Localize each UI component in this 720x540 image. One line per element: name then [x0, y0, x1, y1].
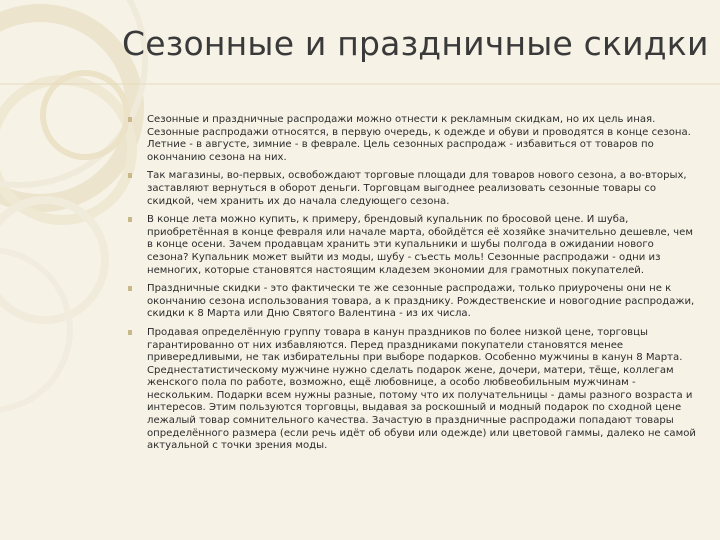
bullet-item — [128, 114, 698, 164]
bullet-item — [128, 283, 698, 321]
bullet-text: Сезонные и праздничные распродажи можно отнести к рекламным скидкам, но их цель иная. Сезонные распродажи относятся, в первую очередь, к одежде и обуви и проводятся в конце сезона. Летние - в августе, зимние - в феврале. Цель сезонных распродаж - избавиться от товаров по окончанию сезона на них. — [147, 114, 691, 163]
bullet-text: В конце лета можно купить, к примеру, брендовый купальник по бросовой цене. И шуба, приобретённая в конце февраля или начале марта, обойдётся её хозяйке значительно дешевле, чем в конце осени. Зачем продавцам хранить эти купальники и шубы полгода в ожидании нового сезона? Купальник может выйти из моды, шубу - съесть моль! Сезонные распродажи - одни из немногих, которые становятся настоящим кладезем экономии для грамотных покупателей. — [147, 214, 693, 276]
bullet-icon — [128, 117, 132, 122]
bullet-icon — [128, 286, 132, 291]
bullet-item — [128, 214, 698, 277]
bullet-item — [128, 170, 698, 208]
slide-title: Сезонные и праздничные скидки — [122, 24, 709, 63]
bullet-item — [128, 327, 698, 453]
bullet-icon — [128, 330, 132, 335]
bullet-text: Так магазины, во-первых, освобождают торговые площади для товаров нового сезона, а во-вторых, заставляют вернуться в оборот деньги. Торговцам выгоднее реализовать сезонные товары со скидкой, чем хранить их до начала следующего сезона. — [147, 170, 687, 207]
bullet-list — [128, 114, 698, 458]
bullet-icon — [128, 217, 132, 222]
bullet-icon — [128, 173, 132, 178]
bullet-text: Праздничные скидки - это фактически те же сезонные распродажи, только приурочены они не к окончанию сезона использования товара, а к празднику. Рождественские и новогодние распродажи, скидки к 8 Марта или Дню Святого Валентина - из их числа. — [147, 283, 695, 320]
bullet-text: Продавая определённую группу товара в канун праздников по более низкой цене, торговцы гарантированно от них избавляются. Перед праздниками покупатели становятся менее привередливыми, не так избирательны при выборе подарков. Особенно мужчины в канун 8 Марта. Среднестатистическому мужчине нужно сделать подарок жене, дочери, матери, тёще, коллегам женского пола по работе, возможно, ещё любовнице, а особо любвеобильным мужчинам - нескольким. Подарки всем нужны разные, потому что их получательницы - дамы разного возраста и интересов. Этим пользуются торговцы, выдавая за роскошный и модный подарок по сходной цене лежалый товар сомнительного качества. Зачастую в праздничные распродажи попадают товары определённого размера (если речь идёт об обуви или одежде) или цветовой гаммы, далеко не самой актуальной с точки зрения моды. — [147, 326, 696, 452]
